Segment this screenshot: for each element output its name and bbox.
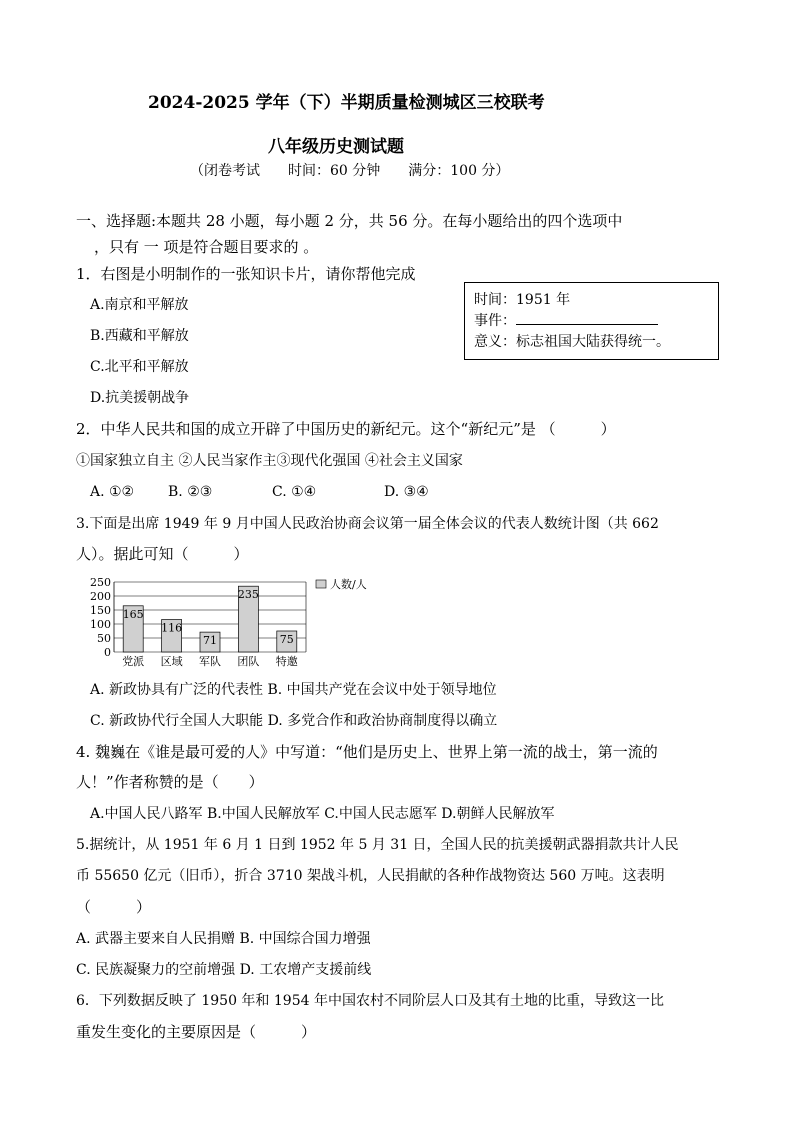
x-tick-label: 军队 [199, 655, 221, 668]
q6-stem-line2: 重发生变化的主要原因是（ ） [76, 1023, 317, 1041]
card-event-blank[interactable] [516, 312, 658, 325]
bar-value-label: 116 [161, 621, 183, 635]
bar-value-label: 235 [237, 588, 259, 602]
q2-option-d[interactable]: D. ③④ [384, 484, 429, 500]
q4-stem-line1: 4. 魏巍在《谁是最可爱的人》中写道：“他们是历史上、世界上第一流的战士，第一流的 [76, 743, 658, 761]
card-time: 时间：1951 年 [474, 292, 571, 308]
q1-option-a[interactable]: A.南京和平解放 [90, 297, 189, 313]
delegate-bar-chart [84, 574, 394, 674]
exam-title: 2024-2025 学年（下）半期质量检测城区三校联考 [148, 93, 545, 113]
q3-options-line1[interactable]: A. 新政协具有广泛的代表性 B. 中国共产党在会议中处于领导地位 [90, 682, 497, 698]
x-tick-label: 党派 [122, 655, 145, 668]
bar-value-label: 165 [122, 607, 144, 621]
q2-stem: 2．中华人民共和国的成立开辟了中国历史的新纪元。这个“新纪元”是 （ ） [76, 420, 616, 438]
exam-info: （闭卷考试 时间：60 分钟 满分：100 分） [190, 163, 510, 179]
y-tick-label: 0 [104, 646, 111, 659]
q5-stem-line3: （ ） [76, 898, 152, 916]
q3-stem-line1: 3.下面是出席 1949 年 9 月中国人民政治协商会议第一届全体会议的代表人数统计图（共 662 [76, 516, 659, 532]
legend-label: 人数/人 [330, 578, 367, 591]
q3-stem-line2: 人）。据此可知（ ） [76, 545, 249, 563]
bar-value-label: 71 [203, 634, 217, 648]
y-tick-label: 50 [97, 632, 111, 645]
q2-option-b[interactable]: B. ②③ [168, 484, 213, 500]
q2-items: ①国家独立自主 ②人民当家作主③现代化强国 ④社会主义国家 [76, 453, 463, 469]
y-tick-label: 100 [90, 618, 111, 631]
y-tick-label: 250 [90, 576, 111, 589]
exam-subtitle: 八年级历史测试题 [268, 137, 404, 157]
q1-option-b[interactable]: B.西藏和平解放 [90, 328, 189, 344]
q4-options[interactable]: A.中国人民八路军 B.中国人民解放军 C.中国人民志愿军 D.朝鲜人民解放军 [90, 806, 555, 822]
section-instruction-line2: ，只有 一 项是符合题目要求的 。 [94, 238, 319, 256]
q3-options-line2[interactable]: C. 新政协代行全国人大职能 D. 多党合作和政治协商制度得以确立 [90, 713, 498, 729]
card-event-label: 事件： [474, 313, 516, 329]
x-tick-label: 特邀 [275, 655, 298, 668]
q2-option-a[interactable]: A. ①② [90, 484, 135, 500]
q1-option-d[interactable]: D.抗美援朝战争 [90, 390, 190, 406]
q1-option-c[interactable]: C.北平和平解放 [90, 359, 189, 375]
x-tick-label: 区域 [160, 655, 183, 668]
card-event-row [474, 310, 658, 330]
x-tick-label: 团队 [237, 655, 260, 668]
q5-options-line1[interactable]: A. 武器主要来自人民捐赠 B. 中国综合国力增强 [76, 931, 371, 947]
q5-stem-line2: 币 55650 亿元（旧币），折合 3710 架战斗机，人民捐献的各种作战物资达 560 万吨。这表明 [76, 868, 665, 884]
q4-stem-line2: 人！”作者称赞的是（ ） [76, 773, 264, 791]
q5-stem-line1: 5.据统计，从 1951 年 6 月 1 日到 1952 年 5 月 31 日，全国人民的抗美援朝武器捐款共计人民 [76, 837, 679, 853]
knowledge-card [464, 282, 719, 360]
q6-stem-line1: 6．下列数据反映了 1950 年和 1954 年中国农村不同阶层人口及其有土地的比重，导致这一比 [76, 993, 664, 1009]
q1-stem: 1．右图是小明制作的一张知识卡片，请你帮他完成 [76, 265, 416, 283]
q5-options-line2[interactable]: C. 民族凝聚力的空前增强 D. 工农增产支援前线 [76, 962, 372, 978]
section-instruction-line1: 一、选择题:本题共 28 小题，每小题 2 分，共 56 分。在每小题给出的四个选项中 [76, 212, 623, 230]
y-tick-label: 200 [90, 590, 111, 603]
q2-option-c[interactable]: C. ①④ [272, 484, 317, 500]
bar-value-label: 75 [279, 633, 294, 646]
y-tick-label: 150 [90, 604, 111, 617]
card-meaning: 意义：标志祖国大陆获得统一。 [474, 334, 670, 350]
legend-swatch [316, 580, 326, 588]
